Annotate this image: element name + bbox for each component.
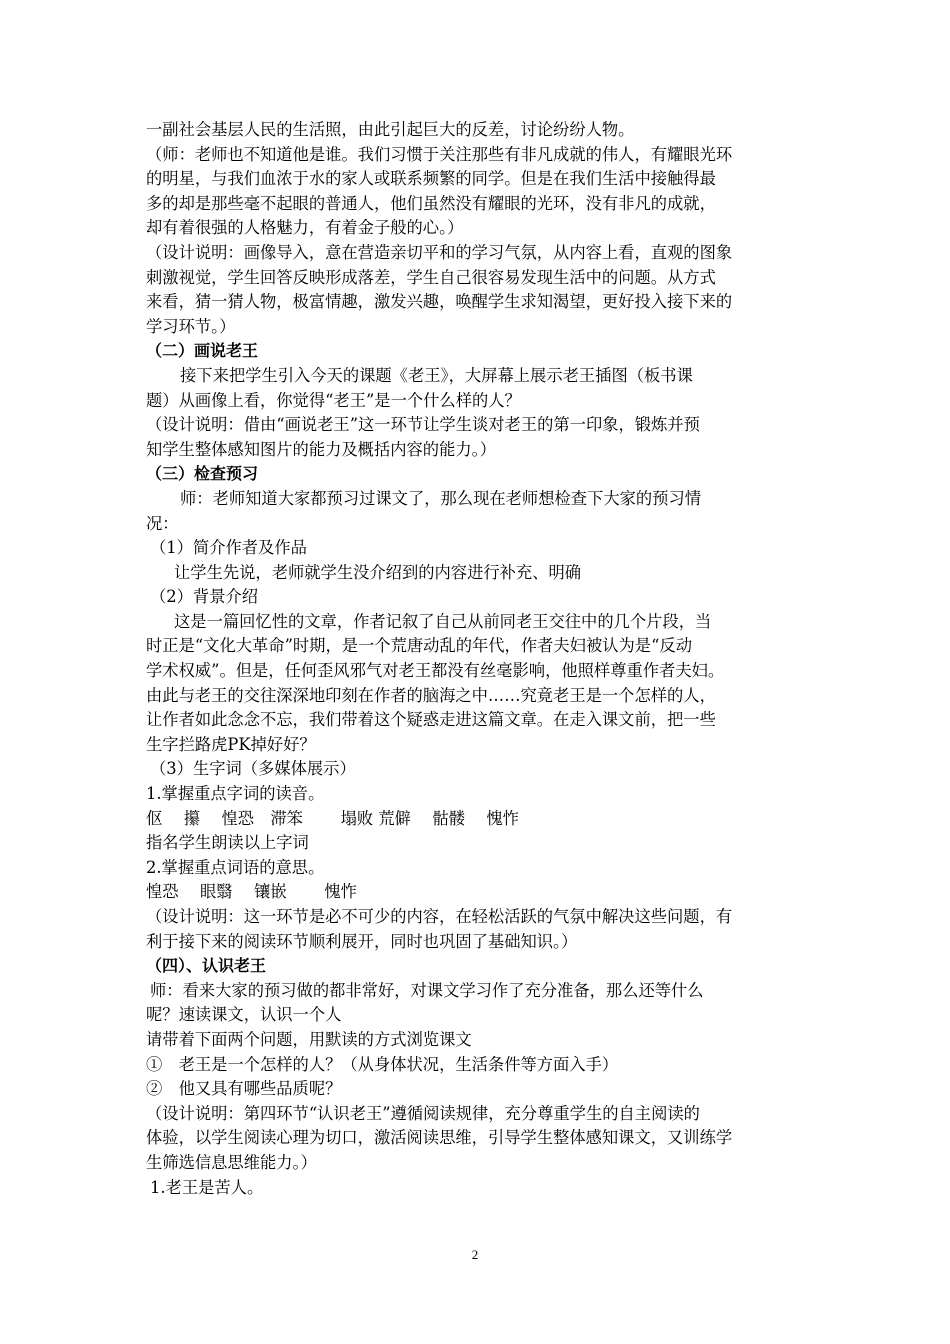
text-line: 这是一篇回忆性的文章，作者记叙了自己从前同老王交往中的几个片段，当 (174, 611, 712, 631)
text-line: 让学生先说，老师就学生没介绍到的内容进行补充、明确 (174, 562, 582, 582)
page-number: 2 (471, 1247, 479, 1262)
text-line: 学习环节。） (146, 316, 236, 336)
text-line: 体验，以学生阅读心理为切口，激活阅读思维，引导学生整体感知课文，又训练学 (146, 1128, 733, 1148)
text-line: 的明星，与我们血浓于水的家人或联系频繁的同学。但是在我们生活中接触得最 (146, 169, 716, 189)
text-line: 一副社会基层人民的生活照，由此引起巨大的反差，讨论纷纷人物。 (146, 120, 635, 139)
text-line: 来看，猜一猜人物，极富情趣，激发兴趣，唤醒学生求知渴望，更好投入接下来的 (146, 292, 733, 312)
text-line: 刺激视觉，学生回答反映形成落差，学生自己很容易发现生活中的问题。从方式 (146, 267, 716, 287)
section-heading: （三）检查预习 (146, 464, 259, 484)
text-line: ② 他又具有哪些品质呢？ (146, 1079, 342, 1099)
text-line: 伛 攥 惶恐 滞笨 塌败 荒僻 骷髅 愧怍 (146, 808, 519, 828)
text-line: 指名学生朗读以上字词 (146, 833, 309, 853)
document-body (146, 118, 810, 1200)
text-line: （师：老师也不知道他是谁。我们习惯于关注那些有非凡成就的伟人，有耀眼光环 (146, 144, 733, 164)
text-line: 1.老王是苦人。 (150, 1177, 264, 1197)
text-line: 1.掌握重点字词的读音。 (146, 784, 325, 804)
text-line: 况： (146, 513, 179, 533)
text-line: 题）从画像上看，你觉得“老王”是一个什么样的人？ (146, 390, 521, 410)
text-line: 请带着下面两个问题，用默读的方式浏览课文 (146, 1029, 472, 1049)
text-line: 生字拦路虎PK掉好好？ (146, 734, 316, 754)
text-line: （设计说明：这一环节是必不可少的内容，在轻松活跃的气氛中解决这些问题，有 (146, 907, 733, 926)
text-line: （设计说明：第四环节“认识老王”遵循阅读规律，充分尊重学生的自主阅读的 (146, 1103, 700, 1123)
text-line: 2.掌握重点词语的意思。 (146, 857, 325, 877)
text-line: 知学生整体感知图片的能力及概括内容的能力。） (146, 439, 497, 459)
text-line: 师：看来大家的预习做的都非常好，对课文学习作了充分准备，那么还等什么 (150, 980, 704, 1000)
text-line: （设计说明：画像导入，意在营造亲切平和的学习气氛，从内容上看，直观的图象 (146, 242, 733, 262)
text-line: 时正是“文化大革命”时期，是一个荒唐动乱的年代，作者夫妇被认为是“反动 (146, 636, 692, 656)
text-line: （1）简介作者及作品 (150, 538, 307, 558)
text-line: （3）生字词（多媒体展示） (150, 759, 356, 779)
text-line: 让作者如此念念不忘，我们带着这个疑惑走进这篇文章。在走入课文前，把一些 (146, 710, 716, 730)
text-line: 惶恐 眼翳 镶嵌 愧怍 (146, 882, 357, 902)
text-line: 接下来把学生引入今天的课题《老王》，大屏幕上展示老王插图（板书课 (180, 365, 693, 385)
text-line: 多的却是那些毫不起眼的普通人，他们虽然没有耀眼的光环，没有非凡的成就， (146, 193, 716, 213)
text-line: （设计说明：借由“画说老王”这一环节让学生谈对老王的第一印象，锻炼并预 (146, 415, 700, 435)
text-line: 生筛选信息思维能力。） (146, 1152, 317, 1172)
text-line: 由此与老王的交往深深地印刻在作者的脑海之中……究竟老王是一个怎样的人， (146, 685, 716, 705)
section-heading: （四）、认识老王 (146, 956, 267, 976)
text-line: 却有着很强的人格魅力，有着金子般的心。） (146, 218, 464, 238)
text-line: 呢？速读课文，认识一个人 (146, 1005, 342, 1025)
section-heading: （二）画说老王 (146, 341, 259, 361)
text-line: ① 老王是一个怎样的人？（从身体状况，生活条件等方面入手） (146, 1054, 619, 1074)
text-line: （2）背景介绍 (150, 587, 259, 607)
text-line: 学术权威”。但是，任何歪风邪气对老王都没有丝毫影响，他照样尊重作者夫妇。 (146, 661, 725, 681)
text-line: 师：老师知道大家都预习过课文了，那么现在老师想检查下大家的预习情 (180, 488, 702, 508)
text-line: 利于接下来的阅读环节顺利展开，同时也巩固了基础知识。） (146, 931, 578, 951)
